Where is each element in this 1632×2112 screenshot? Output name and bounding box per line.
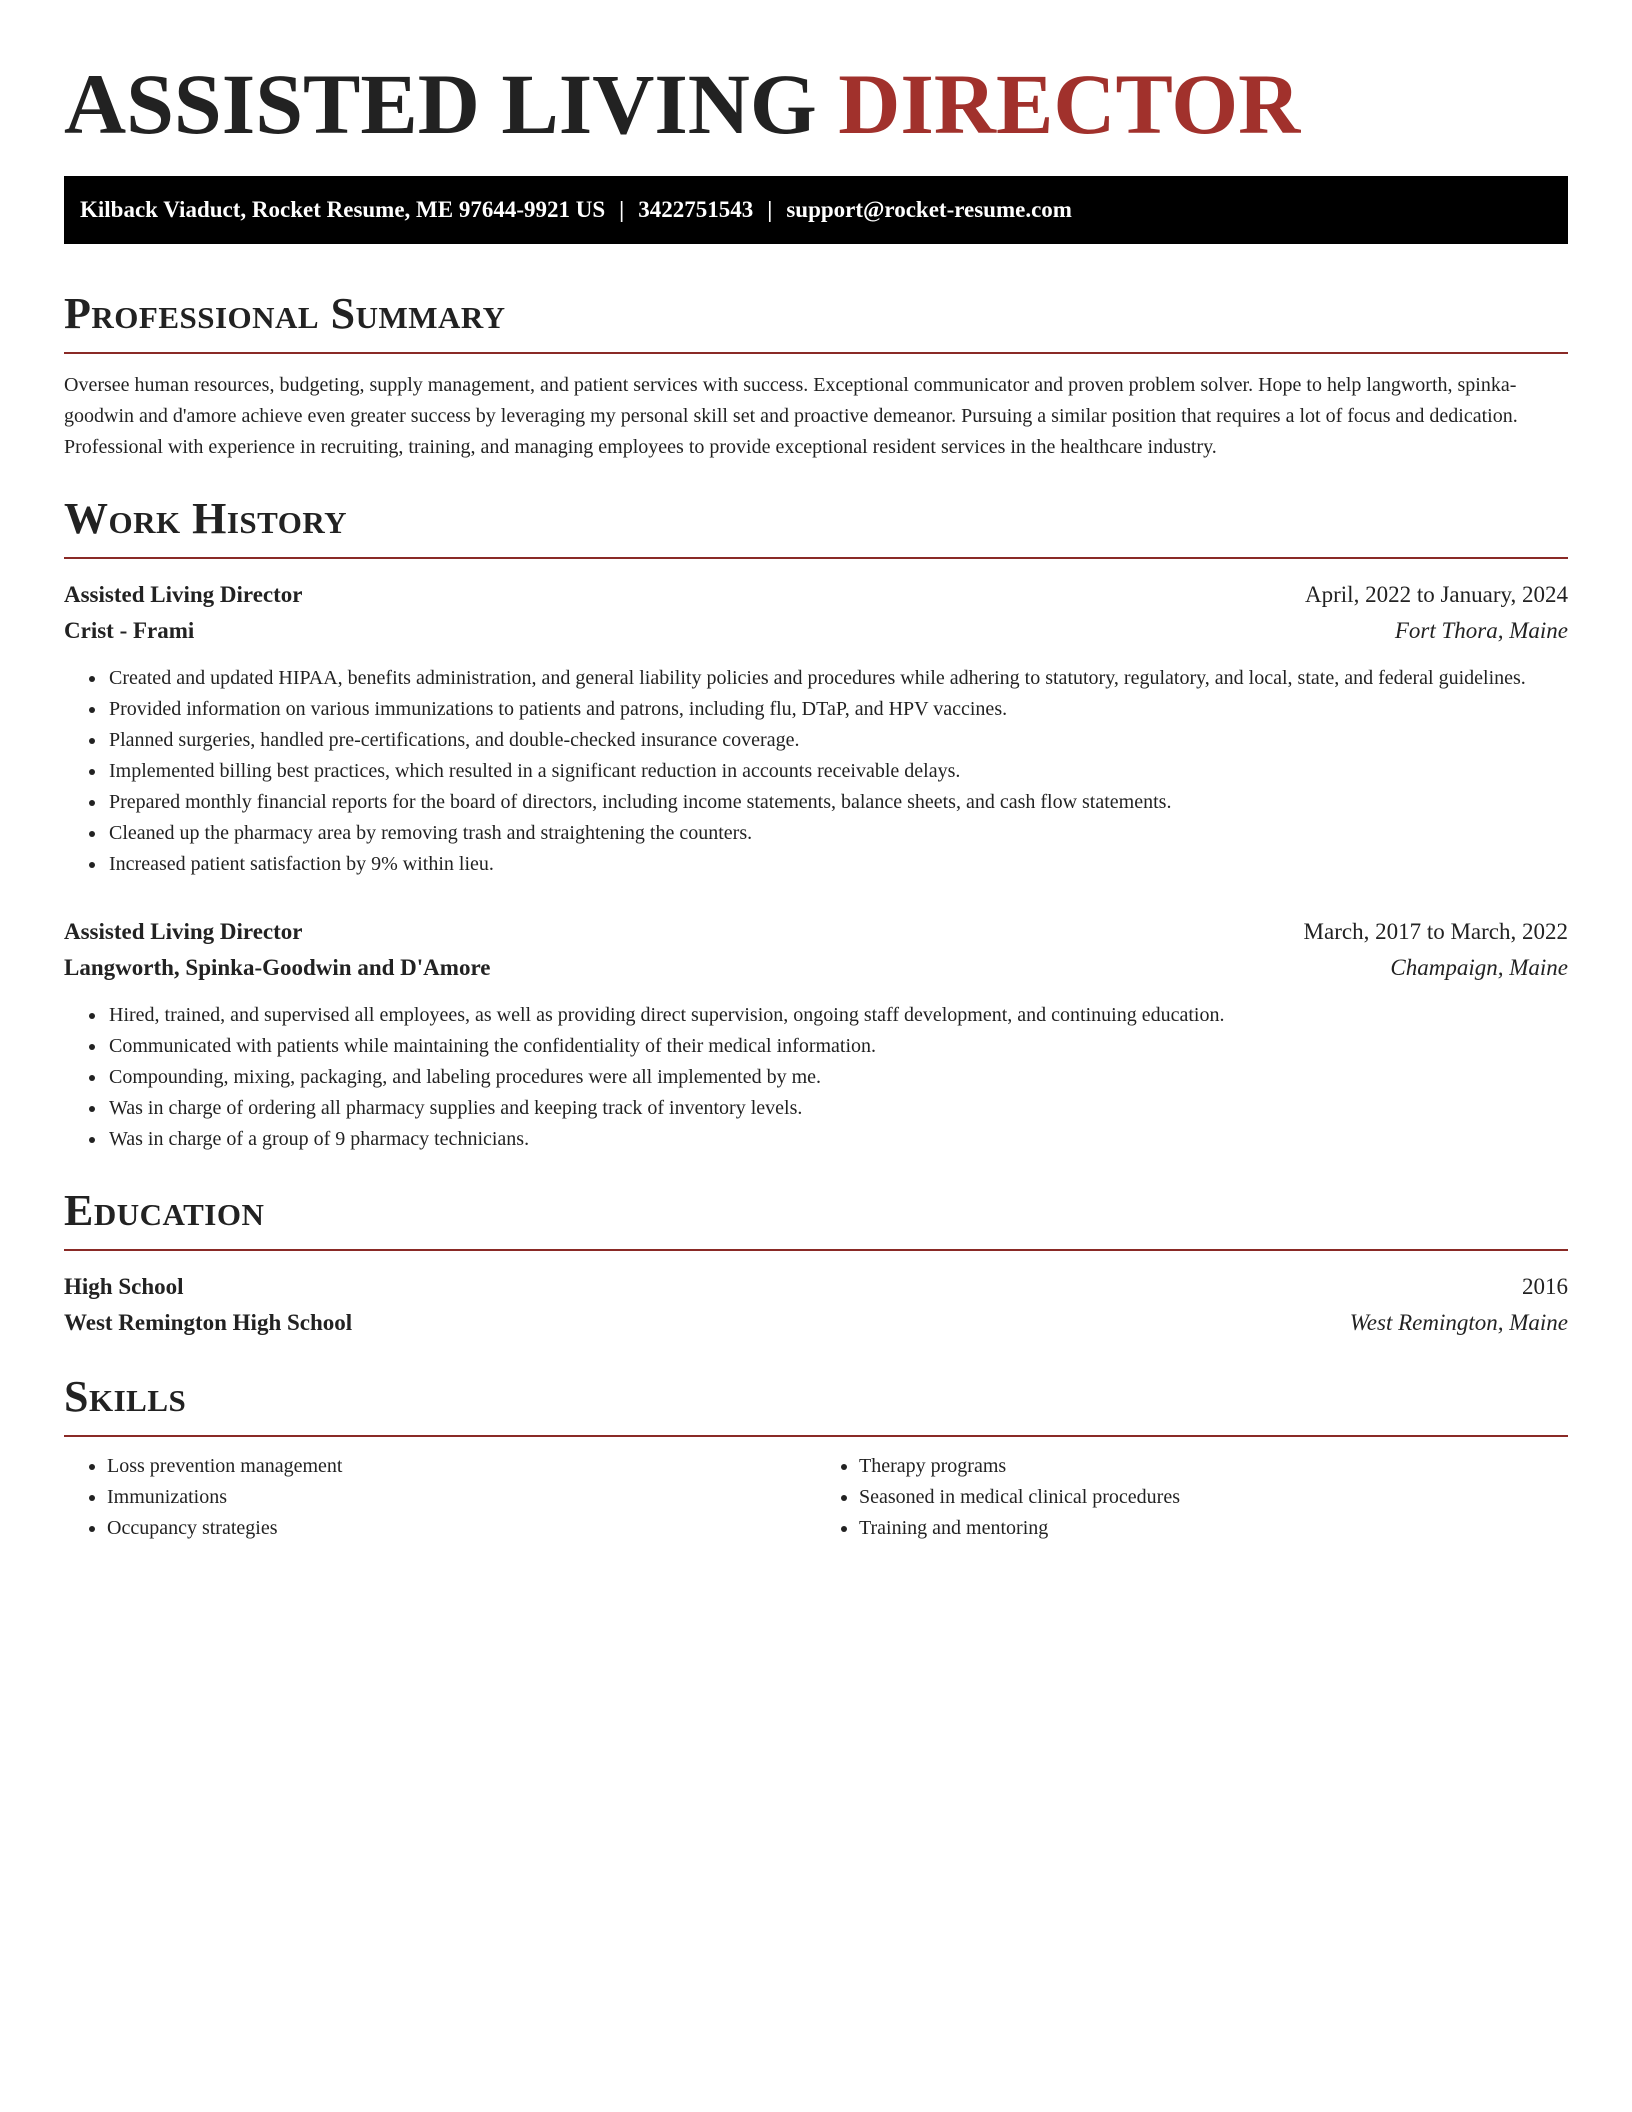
skills-heading: Skills bbox=[64, 1372, 187, 1421]
job-title: Assisted Living Director bbox=[64, 919, 303, 944]
skill-item: • Occupancy strategies bbox=[107, 1513, 816, 1544]
skill-item: • Seasoned in medical clinical procedures bbox=[859, 1482, 1568, 1513]
job-bullet: • Increased patient satisfaction by 9% within lieu. bbox=[107, 849, 1568, 880]
skill-item: • Immunizations bbox=[107, 1482, 816, 1513]
job-entry bbox=[64, 914, 1568, 1155]
education-degree-row bbox=[64, 1269, 1568, 1305]
summary-section bbox=[64, 288, 1568, 463]
job-title-row bbox=[64, 577, 1568, 613]
section-divider bbox=[64, 352, 1568, 354]
contact-bar bbox=[64, 176, 1568, 244]
skills-columns bbox=[64, 1451, 1568, 1544]
contact-address: Kilback Viaduct, Rocket Resume, ME 97644-9921 US bbox=[80, 197, 606, 222]
education-school: West Remington High School bbox=[64, 1310, 353, 1335]
section-divider bbox=[64, 1435, 1568, 1437]
title-main: ASSISTED LIVING bbox=[64, 56, 817, 152]
job-bullet: • Implemented billing best practices, which resulted in a significant reduction in accounts receivable delays. bbox=[107, 756, 1568, 787]
job-bullet: • Cleaned up the pharmacy area by removing trash and straightening the counters. bbox=[107, 818, 1568, 849]
work-history-heading: Work History bbox=[64, 494, 348, 543]
job-bullet: • Compounding, mixing, packaging, and labeling procedures were all implemented by me. bbox=[107, 1062, 1568, 1093]
education-school-row bbox=[64, 1305, 1568, 1341]
education-degree: High School bbox=[64, 1274, 184, 1299]
job-bullets bbox=[64, 663, 1568, 880]
education-year: 2016 bbox=[1522, 1274, 1568, 1299]
section-divider bbox=[64, 557, 1568, 559]
skill-item: • Training and mentoring bbox=[859, 1513, 1568, 1544]
summary-text: Oversee human resources, budgeting, supply management, and patient services with success. Exceptional communicator and proven problem solver. Hope to help langworth, spinka-goodwin and d'amore achieve even greater success by leveraging my personal skill set and proactive demeanor. Pursuing a similar position that requires a lot of focus and dedication. Professional with experience in recruiting, training, and managing employees to provide exceptional resident services in the healthcare industry. bbox=[64, 374, 1518, 458]
skills-column-right bbox=[816, 1451, 1568, 1544]
job-bullets bbox=[64, 1000, 1568, 1155]
job-bullet: • Provided information on various immunizations to patients and patrons, including flu, DTaP, and HPV vaccines. bbox=[107, 694, 1568, 725]
summary-heading: Professional Summary bbox=[64, 289, 506, 338]
job-bullet: • Created and updated HIPAA, benefits administration, and general liability policies and procedures while adhering to statutory, regulatory, and local, state, and federal guidelines. bbox=[107, 663, 1568, 694]
skills-section bbox=[64, 1371, 1568, 1544]
contact-separator: | bbox=[619, 197, 625, 222]
skills-column-left bbox=[64, 1451, 816, 1544]
education-section bbox=[64, 1185, 1568, 1341]
job-title-row bbox=[64, 914, 1568, 950]
work-history-section bbox=[64, 493, 1568, 1155]
education-heading: Education bbox=[64, 1186, 265, 1235]
job-bullet: • Communicated with patients while maintaining the confidentiality of their medical information. bbox=[107, 1031, 1568, 1062]
job-title: Assisted Living Director bbox=[64, 582, 303, 607]
job-bullet: • Prepared monthly financial reports for the board of directors, including income statements, balance sheets, and cash flow statements. bbox=[107, 787, 1568, 818]
job-company: Langworth, Spinka-Goodwin and D'Amore bbox=[64, 955, 491, 980]
title-accent: DIRECTOR bbox=[838, 56, 1301, 152]
job-entry bbox=[64, 577, 1568, 880]
job-dates: March, 2017 to March, 2022 bbox=[1303, 919, 1568, 944]
job-location: Fort Thora, Maine bbox=[1394, 618, 1568, 643]
job-company-row bbox=[64, 613, 1568, 649]
job-bullet: • Was in charge of ordering all pharmacy supplies and keeping track of inventory levels. bbox=[107, 1093, 1568, 1124]
skill-item: • Loss prevention management bbox=[107, 1451, 816, 1482]
skill-item: • Therapy programs bbox=[859, 1451, 1568, 1482]
job-dates: April, 2022 to January, 2024 bbox=[1305, 582, 1568, 607]
job-bullet: • Hired, trained, and supervised all employees, as well as providing direct supervision, ongoing staff development, and continuing education. bbox=[107, 1000, 1568, 1031]
job-bullet: • Planned surgeries, handled pre-certifications, and double-checked insurance coverage. bbox=[107, 725, 1568, 756]
education-location: West Remington, Maine bbox=[1349, 1310, 1568, 1335]
contact-phone: 3422751543 bbox=[638, 197, 754, 222]
contact-separator: | bbox=[767, 197, 773, 222]
section-divider bbox=[64, 1249, 1568, 1251]
job-company: Crist - Frami bbox=[64, 618, 195, 643]
job-company-row bbox=[64, 950, 1568, 986]
contact-email[interactable]: support@rocket-resume.com bbox=[786, 197, 1072, 222]
resume-title bbox=[64, 56, 1568, 152]
job-bullet: • Was in charge of a group of 9 pharmacy technicians. bbox=[107, 1124, 1568, 1155]
job-location: Champaign, Maine bbox=[1390, 955, 1568, 980]
education-entry bbox=[64, 1269, 1568, 1341]
